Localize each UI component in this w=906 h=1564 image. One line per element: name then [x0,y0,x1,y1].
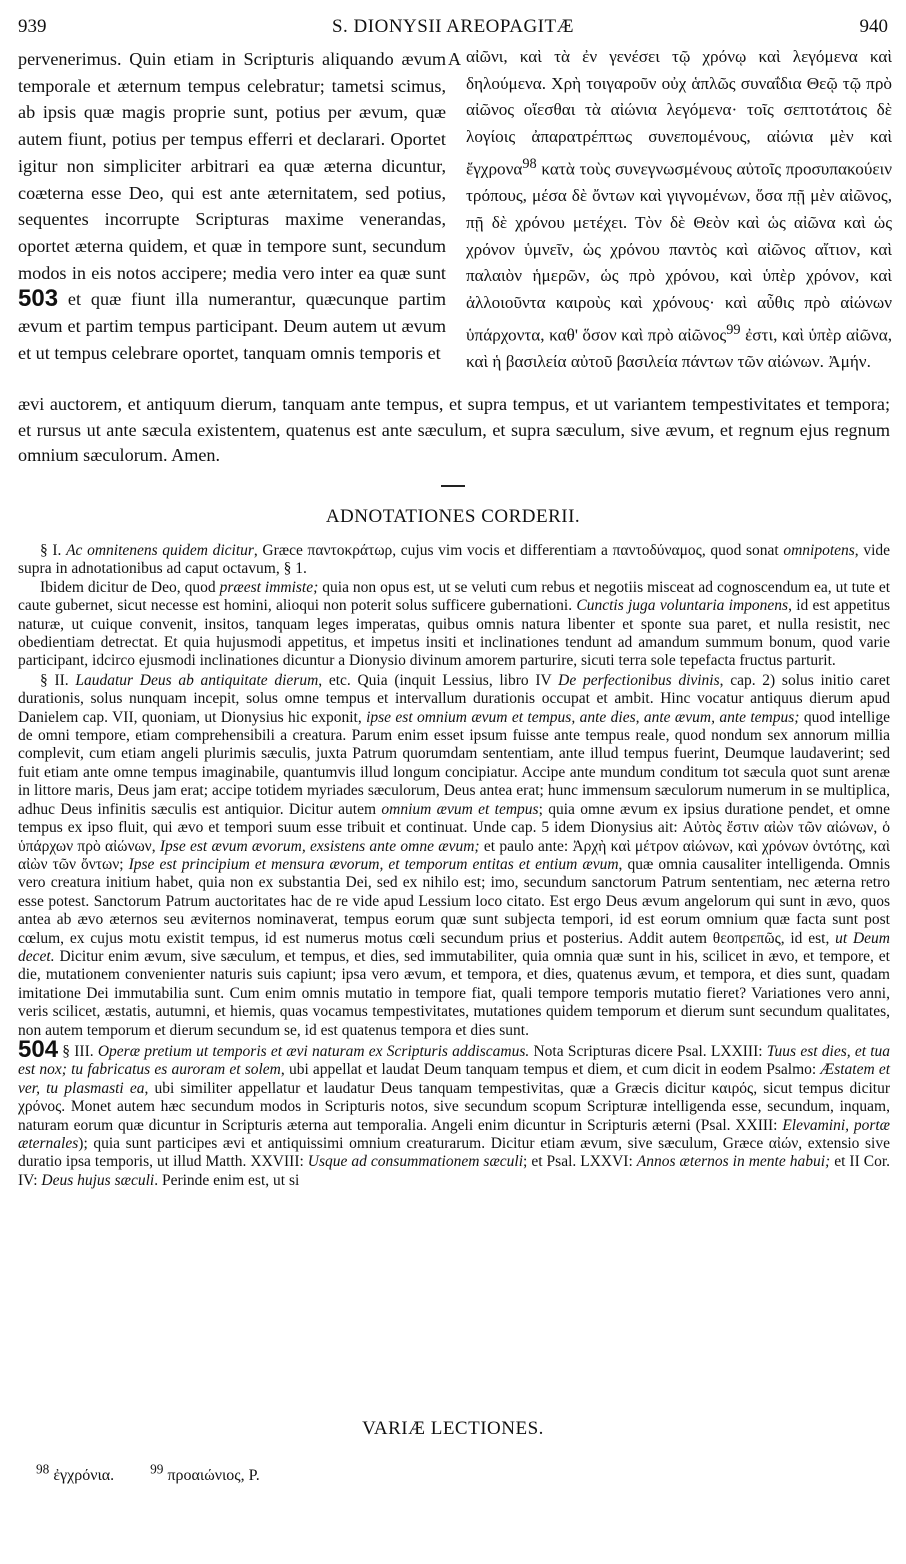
note-quote: Deus hujus sæculi [41,1171,155,1189]
note-text: ; et Psal. LXXVI: [523,1153,633,1171]
variant-item [36,1462,115,1485]
variant-readings [36,1462,260,1485]
greek-column [466,44,892,376]
running-title: S. DIONYSII AREOPAGITÆ [331,16,574,37]
note-lemma: Laudatur Deus ab antiquitate dierum [75,671,319,689]
note-text: , ubi appellat et laudat Deum tanquam tempus et diem, et cum dicit in eodem Psalmo: [280,1061,817,1079]
note-text: Nota Scripturas dicere Psal. LXXIII: [533,1042,763,1060]
footnote-ref: 98 [522,155,537,172]
variant-text: προαιώνιος, P. [167,1467,260,1485]
separator-rule [441,485,465,487]
note-quote: omnium ævum et tempus [381,800,539,818]
note-text: ); quia sunt participes ævi et antiquissimi omnium creaturarum. Dicitur etiam ævum, sive sæculum, Græce αἰών, extensio sive duratio ipsa temporis, ut illud Matth. XXVIII: [18,1135,890,1171]
margin-letter: A [448,49,461,69]
note-text: , id est appetitus naturæ, ut cuique convenit, insitos, tanquam leges imperatas, quibus omnis natura libenter et sponte sua paret, et nulla resistit, nec obedientiam detrectat. Et quia hujusmodi appetitus, et impetus insiti et inclinationes tendunt ad amandum summum bonum, quod varie participant, idcirco ejusmodi inclinationes dicuntur a Dionysio divinum amorem parturire, sicuti terra sole tepefacta fructus parturit. [18,597,890,670]
note-book-title: De perfectionibus divinis [558,671,720,689]
note-quote: Elevamini, portæ æternales [18,1116,891,1152]
note-quote: ut Deum decet. [18,929,890,965]
note-text: et II Cor. IV: [18,1153,891,1189]
migne-marker: 503 [18,285,59,313]
note-quote: Ipse est principium et mensura ævorum, et temporum entitas et entium ævum [128,855,619,873]
note-text: , vide supra in adnotationibus ad caput octavum, § 1. [18,542,890,578]
note-section: § I. [40,542,62,559]
note-text: , etc. Quia (inquit Lessius, libro IV [318,671,552,689]
footnote-ref: 99 [726,321,741,338]
greek-text: ἐστι, καὶ ὑπὲρ αἰῶνα, καὶ ἡ βασιλεία αὐτοῦ βασιλεία πάντων τῶν αἰώνων. Ἀμήν. [466,325,893,372]
note-quote: Usque ad consummationem sæculi [307,1153,524,1171]
note-section: § III. [62,1042,94,1060]
note-text: Ibidem dicitur de Deo, quod [40,578,216,596]
full-width-text: ævi auctorem, et antiquum dierum, tanquam ante tempus, et supra tempus, et ut variantem tempestivitates et tempora; et rursus ut ante sæcula existentem, quatenus est ante sæculum, et supra sæculum, sive ævum, et regnum ejus regnum omnium sæculorum. Amen. [18,394,890,465]
variant-text: ἐγχρόνια. [53,1467,115,1485]
note-text: et paulo ante: Ἀρχὴ καὶ μέτρον αἰώνων, καὶ χρόνων ὀντότης, καὶ αἰὼν τῶν ὄντων; [18,837,891,873]
note-text: quia non opus est, ut se veluti cum rebus et negotiis misceat ad cognoscendum ea, ut tute et caute gubernet, sicut necesse est homini, alioqui non poterit solus sufficere gubernationi. [18,578,891,615]
variant-number: 98 [36,1462,50,1477]
variant-number: 99 [150,1462,164,1477]
note-quote: Annos æternos in mente habui; [636,1153,831,1171]
note-quote: præest immiste; [219,578,319,596]
note-text: , ubi similiter appellatur et laudatur Deus tanquam tempestivitas, quæ a Græcis dicitur καιρός, sicut tempus dicitur χρόνος. Monet autem hæc secundum modos in Scripturis notos, sive secundum scopum Scripturæ intelligenda esse, secundum, inquam, naturam eorum quæ dicuntur in Scripturis æterna aut temporalia. Angeli enim dicuntur in Scripturis æterni (Psal. XXIII: [18,1079,891,1134]
note-quote: ipse est omnium ævum et tempus, ante dies, ante ævum, ante tempus; [366,708,800,726]
note-quote: Cunctis juga voluntaria imponens [576,597,789,615]
note-quote: Æstatem et ver, tu plasmasti ea [18,1061,891,1097]
note-section: § II. [40,671,69,689]
note-text: Dicitur enim ævum, sive sæculum, et tempus, et dies, sed immutabiliter, quia omnia quæ sunt in his, scilicet in ævo, et tempore, et die, mutationem convenienter naturis suis capiunt; ipsa vero ævum, et tempora, et dies, quatenus ævum, et tempora, et dies sunt, quadam imitatione Dei immutabilia sunt. Cum enim omnis mutatio in tempore fiat, quali tempore temporis mutatio fieret? Variationes vero anni, veris scilicet, æstatis, autumni, et hiemis, quas vocamus tempestivitates, mutationes quidem temporum et dierum sunt secundum qualitates, non autem temporum et dierum secundum se, id est quatenus tempora et dies sunt. [18,947,890,1039]
greek-text: αἰῶνι, καὶ τὰ ἐν γενέσει τῷ χρόνῳ καὶ λεγόμενα καὶ δηλούμενα. Χρὴ τοιγαροῦν οὐχ ἁπλῶς συναΐδια Θεῷ τῷ πρὸ αἰῶνος οἴεσθαι τὰ αἰώνια λεγόμενα· τοῖς σεπτοτάτοις δὲ λογίοις ἀπαρατρέπτως συνεπομένους, αἰώνια μὲν καὶ ἔγχρονα [466,47,892,179]
note-text: quod intellige de omni tempore, etiam comprehensibili a creatura. Parum enim esset ipsum fuisse ante tempus reale, quod nondum sex annorum millia complevit, cum etiam angeli plurimis sæculis, juxta Patrum quorumdam sententiam, ante illud tempus fuerint, Deumque laudaverint; sed fuit etiam ante omne tempus imaginabile, quantumvis illud longum concipiatur. Accipe ante mundum conditum tot sæcula quot sunt arenæ in littore maris, Deus jam erat; accipe totidem myriades sæculorum, Deus antea erat; hunc immensum sæculorum numerum in se multiplica, adhuc Deus infinitis sæculis est antiquior. Dicitur autem [18,708,890,818]
variant-item [150,1462,260,1485]
latin-column [18,46,446,366]
note-text: . Perinde enim est, ut si [154,1171,300,1189]
note-quote: Ipse est ævum ævorum, exsistens ante omne ævum; [159,837,480,855]
note-2 [18,579,890,671]
page-number-right: 940 [859,16,888,37]
note-quote: Tuus est dies, et tua est nox; tu fabricatus es auroram et solem [18,1042,891,1079]
notes-heading: ADNOTATIONES CORDERII. [325,506,581,527]
latin-text: et quæ fiunt illa numerantur, quæcunque partim ævum et partim tempus participant. Deum autem ut ævum et ut tempus celebrare oportet, tanquam omnis temporis et [18,289,447,363]
page-number-left: 939 [18,16,47,37]
note-lemma: Ac omnitenens quidem dicitur [66,542,254,559]
variants-heading: VARIÆ LECTIONES. [362,1418,544,1439]
note-1 [18,542,890,579]
note-lemma: Operæ pretium ut temporis et ævi naturam ex Scripturis addiscamus. [97,1042,530,1060]
note-text: , Græce παντοκράτωρ, cujus vim vocis et differentiam a παντοδύναμος, quod sonat [253,542,779,559]
note-text: , cap. 2) solus initio caret durationis, solus nunquam incepit, solus omne tempus et intervallum durationis occupat et ambit. Hinc vocatur antiquus dierum apud Danielem cap. VII, quoniam, ut Dionysius hic exponit, [18,671,891,726]
note-3 [18,672,890,1040]
note-4 [18,1035,891,1190]
note-term: omnipotens [783,542,855,559]
annotations [18,542,890,1190]
note-text: ; quia omne ævum ex ipsius duratione pendet, et omne tempus ex ipso fluit, qui ævo et tempori suum esse tribuit et continuat. Unde cap. 5 idem Dionysius ait: Αὐτὸς ἔστιν αἰὼν τῶν αἰώνων, ὁ ὑπάρχων πρὸ αἰώνων, [18,800,891,855]
migne-marker: 504 [18,1035,59,1063]
latin-text: pervenerimus. Quin etiam in Scripturis aliquando ævum temporale et æternum tempus celebratur; tametsi scimus, ab ipsis quæ magis proprie sunt, potius per ævum, quæ autem fiunt, potius per tempus efferri et declarari. Oportet igitur non simpliciter arbitrari ea quæ æterna dicuntur, coæterna esse Deo, qui est ante æternitatem, sed potius, sequentes incorrupte Scripturas maxime venerandas, oportet æterna quidem, et quæ in tempore sunt, secundum modos in eis notos accipere; media vero inter ea quæ sunt [18,49,446,283]
note-text: , quæ omnia causaliter intelligenda. Omnis vero creatura initium habet, quia non ex substantia Dei, sed ex nihilo est; imo, secundum sanctorum Patrum sententiam, nec æterna retro esse potest. Sanctorum Patrum auctoritates hac de re vide apud Lessium loco citato. Est ergo Deus ævum angelorum qui sunt in ævo, quos antea ab ævo æternos seu æviternos nominaverat, tempus eorum quæ sunt subjecta tempori, id est eorum omnium quæ facta sunt post cœlum, ex cujus motu existit tempus, id est numerus motus cœli secundum prius et posterius. Addit autem θεοπρεπῶς, id est, [18,855,890,947]
greek-text: κατὰ τοὺς συνεγνωσμένους αὐτοῖς προσυπακούειν τρόπους, μέσα δὲ ὄντων καὶ γιγνομένων, ὅσα πῇ μὲν αἰῶνος, πῇ δὲ χρόνου μετέχει. Τὸν δὲ Θεὸν καὶ ὡς αἰῶνα καὶ ὡς χρόνον ὑμνεῖν, ὡς χρόνου παντὸς καὶ αἰῶνος αἴτιον, καὶ παλαιὸν ἡμερῶν, ὡς πρὸ χρόνου, καὶ ὑπὲρ χρόνον, καὶ ἀλλοιοῦντα καιροὺς καὶ χρόνους· καὶ αὖθις πρὸ αἰώνων ὑπάρχοντα, καθ' ὅσον καὶ πρὸ αἰῶνος [466,159,893,345]
